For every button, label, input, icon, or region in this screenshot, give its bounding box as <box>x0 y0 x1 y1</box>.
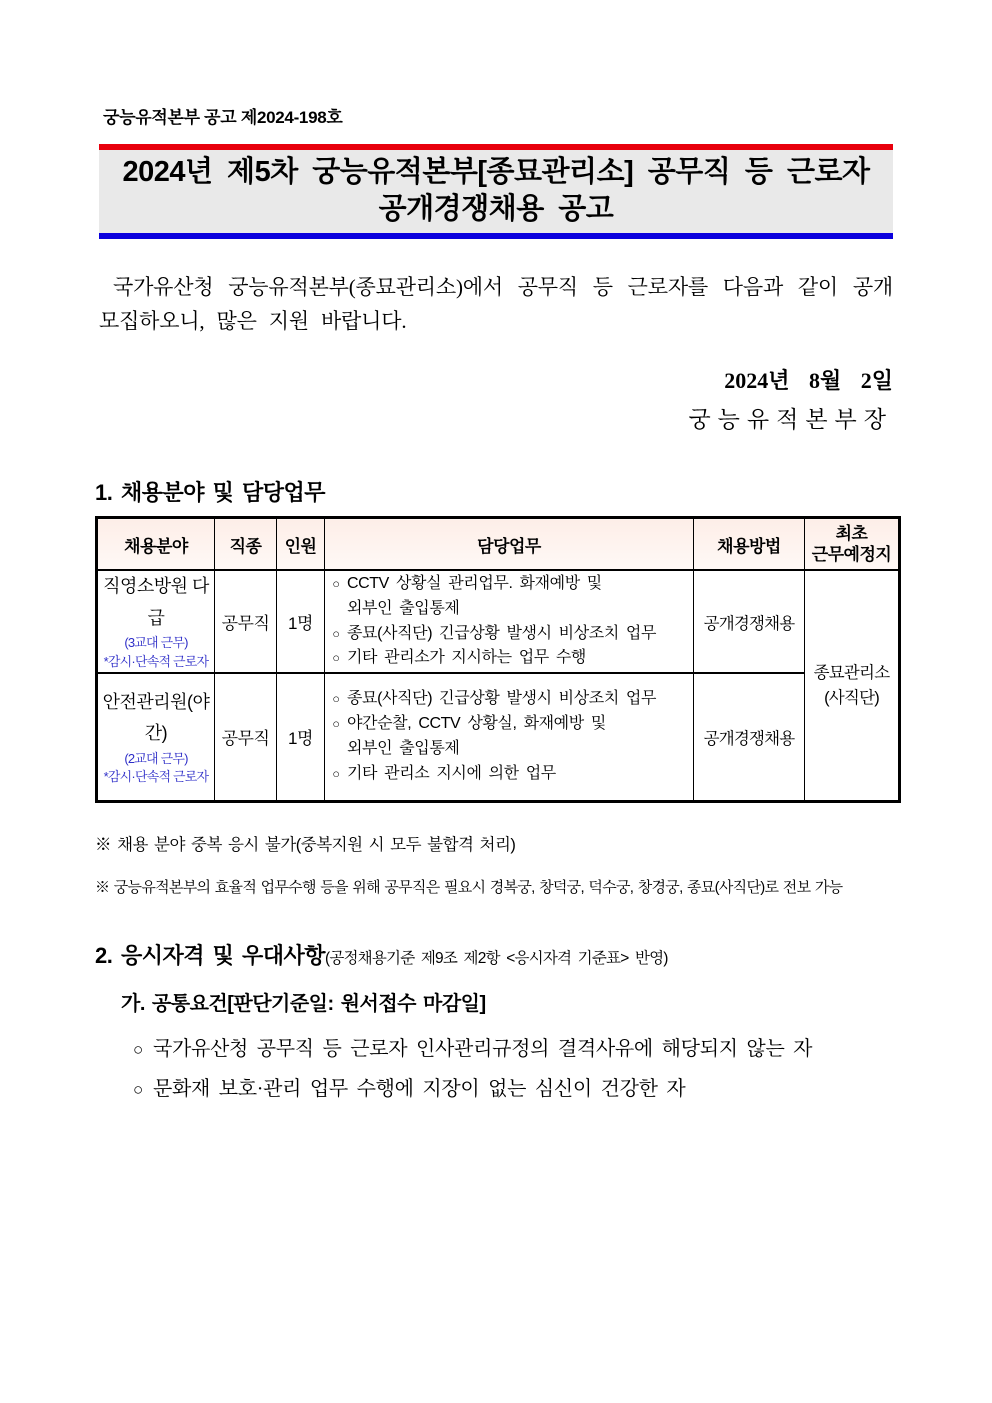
duty-bullet-icon: ○ <box>332 766 340 781</box>
shift-note: (2교대 근무) <box>124 750 188 766</box>
duty-text: 종묘(사직단) 긴급상황 발생시 비상조치 업무 <box>347 690 657 708</box>
title-line-2: 공개경쟁채용 공고 <box>378 192 614 225</box>
cell-count-row2: 1명 <box>277 673 325 802</box>
announcement-date: 2024년 8월 2일 <box>724 368 893 394</box>
col-header-count: 인원 <box>277 518 325 571</box>
duty-line <box>325 762 693 787</box>
section2-heading <box>95 939 992 970</box>
title-banner <box>99 144 893 239</box>
qualification-item <box>133 1029 992 1069</box>
qualification-bullets <box>133 1029 992 1109</box>
cell-job-row2: 공무직 <box>215 673 277 802</box>
section2-heading-sub: (공정채용기준 제9조 제2항 <응시자격 기준표> 반영) <box>324 949 668 967</box>
qualification-text: 문화재 보호·관리 업무 수행에 지장이 없는 심신이 건강한 자 <box>152 1077 686 1100</box>
table-row <box>97 673 900 802</box>
duty-bullet-icon: ○ <box>332 692 340 707</box>
position-name: 직영소방원 다급 <box>103 576 209 628</box>
shift-note: (3교대 근무) <box>124 635 188 651</box>
table-header-row <box>97 518 900 571</box>
duty-text: 기타 관리소 지시에 의한 업무 <box>347 764 556 782</box>
duty-line <box>325 712 693 737</box>
duty-line <box>325 687 693 712</box>
duty-text: 야간순찰, CCTV 상황실, 화재예방 및 <box>347 715 606 733</box>
cell-job-row1: 공무직 <box>215 570 277 673</box>
cell-duties-row1 <box>325 570 694 673</box>
position-name: 안전관리원(야간) <box>102 691 210 744</box>
title-line-1: 2024년 제5차 궁능유적본부[종묘관리소] 공무직 등 근로자 <box>122 156 870 188</box>
duty-line <box>325 737 693 762</box>
col-header-field: 채용분야 <box>97 518 215 571</box>
signer-title: 궁능유적본부장 <box>688 407 893 433</box>
duty-text: 외부인 출입통제 <box>347 739 460 757</box>
duty-line <box>325 646 693 671</box>
location-line1: 종묘관리소 <box>813 663 890 682</box>
col-header-location-line2: 근무예정지 <box>811 545 892 565</box>
cell-field-row2 <box>97 673 215 802</box>
document-number: 궁능유적본부 공고 제2024-198호 <box>103 108 343 127</box>
col-header-duties: 담당업무 <box>325 518 694 571</box>
duty-bullet-icon: ○ <box>332 651 340 666</box>
col-header-method: 채용방법 <box>694 518 805 571</box>
section2-sub-heading: 가. 공통요건[판단기준일: 원서접수 마감일] <box>121 992 486 1015</box>
table-row <box>97 570 900 673</box>
duty-line <box>325 572 693 597</box>
duty-bullet-icon: ○ <box>332 717 340 732</box>
duty-text: 종묘(사직단) 긴급상황 발생시 비상조치 업무 <box>347 624 657 642</box>
cell-method-row2: 공개경쟁채용 <box>694 673 805 802</box>
cell-method-row1: 공개경쟁채용 <box>694 570 805 673</box>
duty-text: 기타 관리소가 지시하는 업무 수행 <box>347 649 586 667</box>
table-notes <box>95 831 992 897</box>
col-header-location <box>805 518 900 571</box>
note-transfer-possible: ※ 궁능유적본부의 효율적 업무수행 등을 위해 공무직은 필요시 경복궁, 창덕궁, 덕수궁, 창경궁, 종묘(사직단)로 전보 가능 <box>95 878 843 896</box>
duty-text: CCTV 상황실 관리업무. 화재예방 및 <box>347 575 602 592</box>
duty-bullet-icon: ○ <box>332 577 340 591</box>
duty-line <box>325 597 693 622</box>
cell-count-row1: 1명 <box>277 570 325 673</box>
qualification-item <box>133 1069 992 1109</box>
note-duplicate-application: ※ 채용 분야 중복 응시 불가(중복지원 시 모두 불합격 처리) <box>95 835 516 854</box>
col-header-location-line1: 최초 <box>835 524 868 543</box>
section2-heading-main: 2. 응시자격 및 우대사항 <box>95 942 325 968</box>
worker-type-note: *감시·단속적 근로자 <box>103 769 209 785</box>
cell-duties-row2 <box>325 673 694 802</box>
circle-bullet-icon: ○ <box>133 1079 143 1099</box>
section1-heading: 1. 채용분야 및 담당업무 <box>95 480 325 506</box>
intro-paragraph: 국가유산청 궁능유적본부(종묘관리소)에서 공무직 등 근로자를 다음과 같이 공개 모집하오니, 많은 지원 바랍니다. <box>99 275 893 333</box>
recruitment-table <box>95 516 901 803</box>
circle-bullet-icon: ○ <box>133 1039 143 1059</box>
duty-line <box>325 622 693 647</box>
qualification-text: 국가유산청 공무직 등 근로자 인사관리규정의 결격사유에 해당되지 않는 자 <box>152 1037 813 1060</box>
worker-type-note: *감시·단속적 근로자 <box>103 654 209 670</box>
cell-location <box>805 570 900 801</box>
location-line2: (사직단) <box>824 688 879 707</box>
cell-field-row1 <box>97 570 215 673</box>
duty-bullet-icon: ○ <box>332 626 340 641</box>
col-header-job: 직종 <box>215 518 277 571</box>
duty-text: 외부인 출입통제 <box>347 599 460 617</box>
